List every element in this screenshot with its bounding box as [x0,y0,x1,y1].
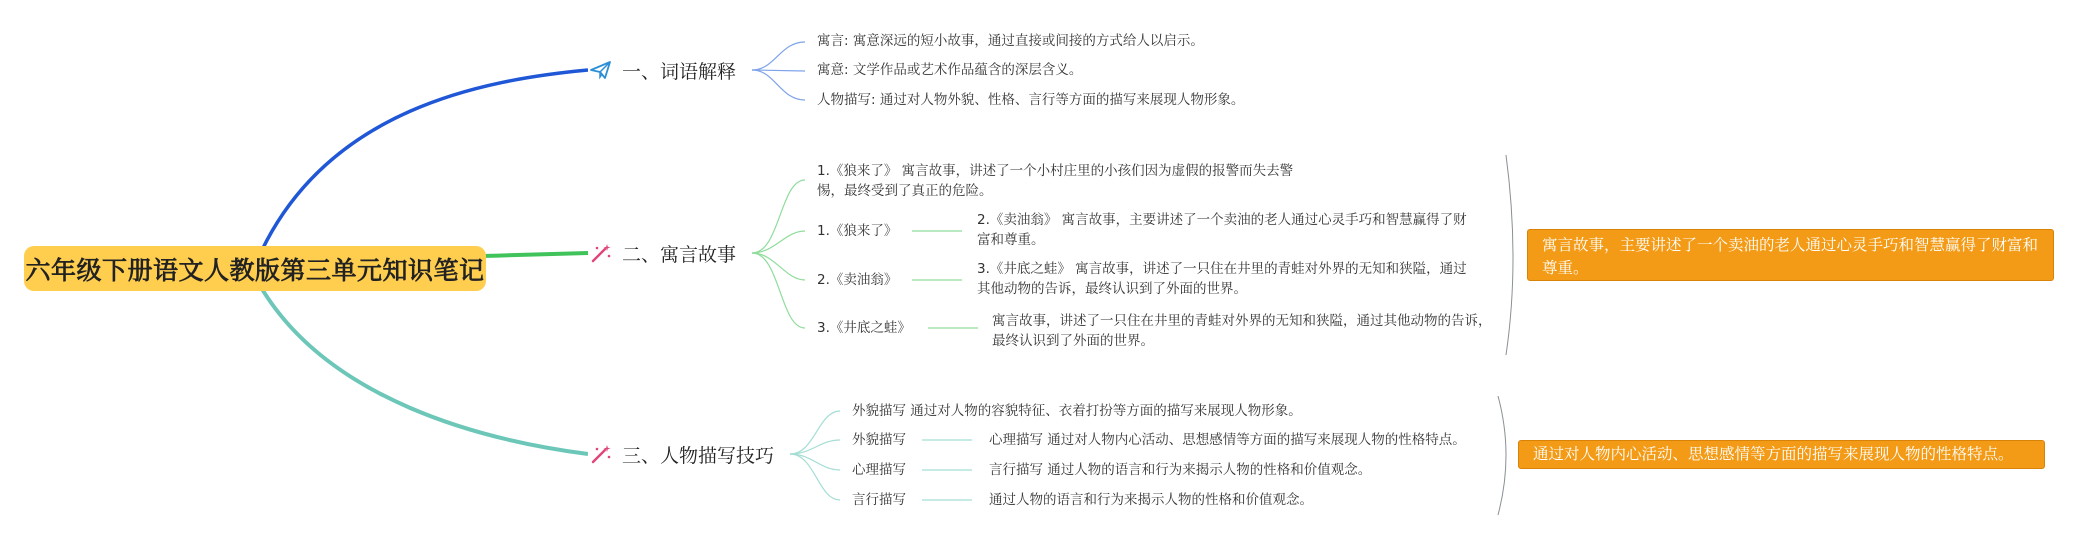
leaf-text: 寓意: 文学作品或艺术作品蕴含的深层含义。 [817,62,1083,78]
leaf-text: 2.《卖油翁》 寓言故事，主要讲述了一个卖油的老人通过心灵手巧和智慧赢得了财富和尊重。 [977,212,1467,248]
branch-fables[interactable] [588,236,752,270]
leaf-label: 外貌描写 [852,432,906,448]
root-branch2-connector [482,253,588,256]
branch-label: 一、词语解释 [622,60,737,83]
branch-label: 二、寓言故事 [622,243,737,266]
branch-label: 三、人物描写技巧 [622,444,775,467]
magic-wand-icon [588,242,614,264]
branch1-leaf-connectors [752,42,805,100]
leaf-text: 人物描写: 通过对人物外貌、性格、言行等方面的描写来展现人物形象。 [817,92,1245,108]
branch3-summary-brace [1498,396,1506,515]
leaf-label: 2.《卖油翁》 [817,272,898,288]
leaf-text: 1.《狼来了》 寓言故事，讲述了一个小村庄里的小孩们因为虚假的报警而失去警惕，最终受到了真正的危险。 [817,163,1294,199]
leaf-label: 3.《井底之蛙》 [817,320,911,336]
leaf-text: 寓言: 寓意深远的短小故事，通过直接或间接的方式给人以启示。 [817,33,1204,49]
root-topic[interactable]: 六年级下册语文人教版第三单元知识笔记 [24,246,486,291]
branch-word-explanation[interactable] [588,53,752,87]
root-branch3-connector [262,289,588,454]
leaf-label: 言行描写 [852,492,906,508]
magic-wand-icon [588,443,614,465]
summary-box-fables[interactable]: 寓言故事，主要讲述了一个卖油的老人通过心灵手巧和智慧赢得了财富和尊重。 [1527,229,2054,281]
leaf-text: 心理描写 通过对人物内心活动、思想感情等方面的描写来展现人物的性格特点。 [989,432,1466,448]
leaf-text: 通过人物的语言和行为来揭示人物的性格和价值观念。 [989,492,1313,508]
leaf-text: 寓言故事，讲述了一只住在井里的青蛙对外界的无知和狭隘，通过其他动物的告诉，最终认识到了外面的世界。 [992,313,1492,349]
root-branch1-connector [262,70,588,250]
leaf-text: 3.《井底之蛙》 寓言故事，讲述了一只住在井里的青蛙对外界的无知和狭隘，通过其他动物的告诉，最终认识到了外面的世界。 [977,261,1467,297]
branch-character-description[interactable] [588,437,790,471]
branch2-summary-brace [1506,155,1513,355]
summary-box-character[interactable]: 通过对人物内心活动、思想感情等方面的描写来展现人物的性格特点。 [1518,440,2045,469]
leaf-text: 外貌描写 通过对人物的容貌特征、衣着打扮等方面的描写来展现人物形象。 [852,403,1302,419]
leaf-text: 言行描写 通过人物的语言和行为来揭示人物的性格和价值观念。 [989,462,1372,478]
branch2-leaf-connectors [752,180,978,328]
leaf-label: 1.《狼来了》 [817,223,898,239]
paper-plane-icon [588,59,614,81]
leaf-label: 心理描写 [852,462,906,478]
branch3-leaf-connectors [790,411,972,500]
